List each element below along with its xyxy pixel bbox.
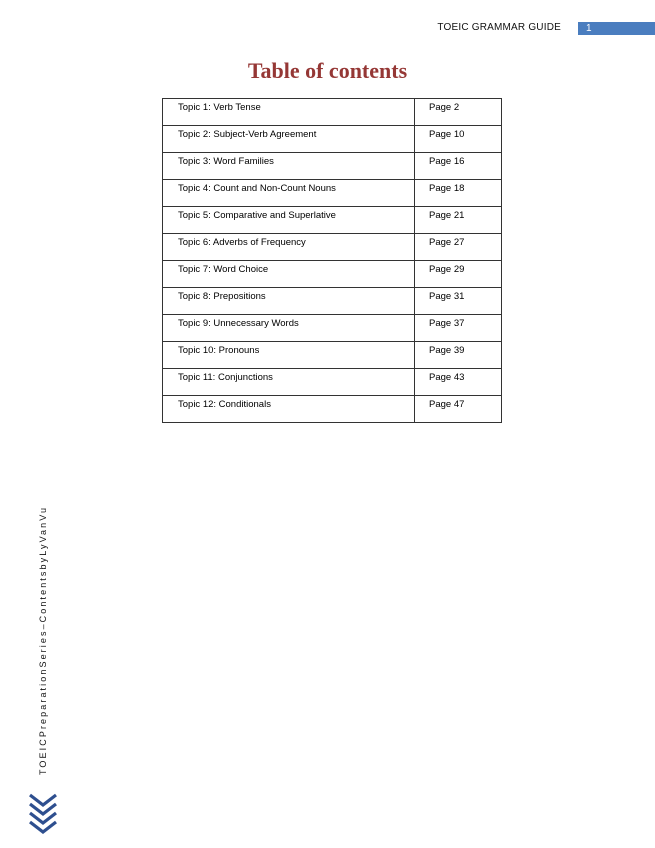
toc-row xyxy=(163,234,502,261)
toc-topic: Topic 7: Word Choice xyxy=(163,261,415,288)
toc-topic: Topic 8: Prepositions xyxy=(163,288,415,315)
toc-topic: Topic 5: Comparative and Superlative xyxy=(163,207,415,234)
toc-page: Page 21 xyxy=(415,207,502,234)
toc-page: Page 39 xyxy=(415,342,502,369)
toc-page: Page 2 xyxy=(415,99,502,126)
toc-topic: Topic 6: Adverbs of Frequency xyxy=(163,234,415,261)
toc-page: Page 18 xyxy=(415,180,502,207)
toc-table xyxy=(162,98,502,423)
toc-row xyxy=(163,369,502,396)
toc-topic: Topic 10: Pronouns xyxy=(163,342,415,369)
toc-page: Page 37 xyxy=(415,315,502,342)
toc-row xyxy=(163,180,502,207)
toc-row xyxy=(163,396,502,423)
toc-topic: Topic 3: Word Families xyxy=(163,153,415,180)
toc-topic: Topic 9: Unnecessary Words xyxy=(163,315,415,342)
toc-page: Page 43 xyxy=(415,369,502,396)
toc-page: Page 31 xyxy=(415,288,502,315)
header-title: TOEIC GRAMMAR GUIDE xyxy=(437,22,561,33)
toc-page: Page 47 xyxy=(415,396,502,423)
toc-page: Page 29 xyxy=(415,261,502,288)
toc-row xyxy=(163,99,502,126)
toc-topic: Topic 2: Subject-Verb Agreement xyxy=(163,126,415,153)
toc-topic: Topic 11: Conjunctions xyxy=(163,369,415,396)
header-page-number: 1 xyxy=(578,22,655,35)
toc-row xyxy=(163,126,502,153)
toc-page: Page 16 xyxy=(415,153,502,180)
chevron-down-stack-icon xyxy=(28,792,58,834)
toc-row xyxy=(163,342,502,369)
toc-page: Page 27 xyxy=(415,234,502,261)
toc-topic: Topic 12: Conditionals xyxy=(163,396,415,423)
toc-page: Page 10 xyxy=(415,126,502,153)
toc-row xyxy=(163,315,502,342)
page-title: Table of contents xyxy=(247,58,408,83)
toc-topic: Topic 4: Count and Non-Count Nouns xyxy=(163,180,415,207)
toc-row xyxy=(163,288,502,315)
toc-row xyxy=(163,207,502,234)
toc-row xyxy=(163,153,502,180)
toc-topic: Topic 1: Verb Tense xyxy=(163,99,415,126)
toc-row xyxy=(163,261,502,288)
page-header xyxy=(0,20,655,38)
side-running-text: TOEICPreparationSeries–ContentsbyLyVanVu xyxy=(38,505,48,775)
